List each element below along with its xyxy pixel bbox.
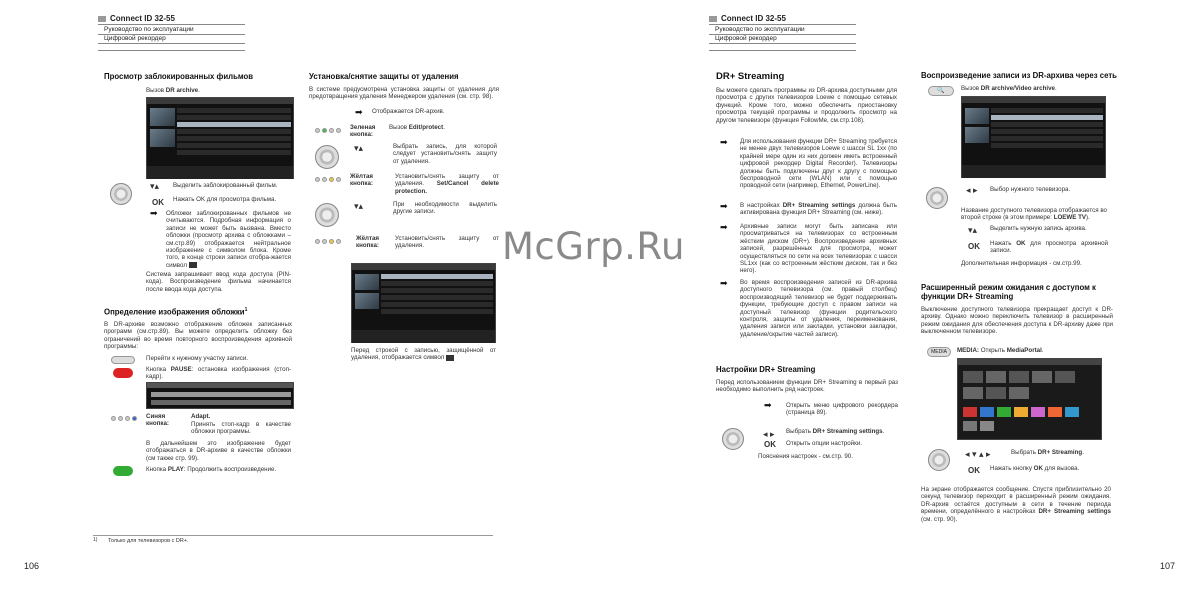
left-header-sub2: Цифровой рекордер <box>104 35 166 42</box>
left-s1-call: Вызов DR archive. <box>146 87 200 94</box>
left-s2-blue-key: Синяя кнопка: <box>146 413 169 428</box>
play-button-icon <box>113 466 133 476</box>
arrow-pointer-icon-7: ➡ <box>764 400 772 410</box>
left-s3-other: При необходимости выделить другие записи. <box>393 201 497 216</box>
right-s1-b2: В настройках DR+ Streaming settings должна быть активирована функция DR+ Streaming (см. ниже). <box>740 202 897 217</box>
right-s4-sel: Выбрать DR+ Streaming. <box>1011 449 1084 456</box>
protect-icon <box>446 355 454 361</box>
right-s2-sel: Выбрать DR+ Streaming settings. <box>786 428 885 435</box>
dpad-icon-2 <box>315 145 339 169</box>
media-button-icon: MEDIA <box>927 347 951 357</box>
lock-icon <box>189 262 197 268</box>
left-header-sub1: Руководство по эксплуатации <box>104 26 194 33</box>
left-page-number: 106 <box>24 561 40 571</box>
left-s1-system: Система запрашивает ввод кода доступа (PIN-кода). Воспроизведение фильма начинается после ввода кода доступа. <box>146 271 291 293</box>
left-s2-step1: Перейти к нужному участку записи. <box>146 355 249 362</box>
left-s3-title: Установка/снятие защиты от удаления <box>309 72 459 81</box>
mediaportal-screenshot <box>957 358 1102 440</box>
up-down-arrow-icon-4: ▾▴ <box>968 225 978 235</box>
footnote-mark: 1) <box>93 537 98 543</box>
dpad-icon-6 <box>928 449 950 471</box>
color-buttons-icon-3 <box>315 177 341 182</box>
protect-screenshot <box>351 263 496 343</box>
arrow-pointer-icon-5: ➡ <box>720 222 728 232</box>
right-s3-more: Дополнительная информация - см.стр.99. <box>961 260 1082 267</box>
color-buttons-icon <box>111 416 137 421</box>
dr-archive-screenshot <box>146 97 294 179</box>
right-s1-b3: Архивные записи могут быть записана или просматриваться на телевизорах со встроенным жёстким диском (DR+). Воспроизведение архивных записей, разрешённых для просмотра, может осуществляться по сети на всех телевизорах с шасси SL1xx (как со встроенным жёстким диском, так и без него). <box>740 223 897 275</box>
left-s3-select: Выбрать запись, для которой следует установить/снять защиту от удаления. <box>393 143 497 165</box>
dpad-icon <box>110 183 132 205</box>
right-s4-title: Расширенный режим ожидания с доступом к функции DR+ Streaming <box>921 283 1096 301</box>
skip-buttons-icon <box>111 356 135 364</box>
left-right-arrow-icon-2: ◂ ▸ <box>966 185 978 195</box>
ok-icon-2: OK <box>764 440 776 449</box>
four-way-arrow-icon: ◂ ▾ ▴ ▸ <box>965 449 991 459</box>
left-s3-caption: Перед строкой с записью, защищённой от удаления, отображается символ <box>351 347 496 362</box>
left-s3-green: Вызов Edit/protect. <box>389 124 445 131</box>
left-s3-yellow-key2: Жёлтая кнопка: <box>356 235 380 250</box>
left-s3-green-key: Зеленая кнопка: <box>350 124 376 139</box>
color-buttons-icon-2 <box>315 128 341 133</box>
arrow-pointer-icon-6: ➡ <box>720 278 728 288</box>
watermark: McGrp.Ru <box>502 225 685 268</box>
right-s3-choose: Выбор нужного телевизора. <box>990 186 1071 193</box>
right-s1-intro: Вы можете сделать программы из DR-архива доступными для просмотра с других телевизоров Loewe с помощью сетевых функций. Кроме того, можно обеспечить приостановку просмотра текущей программы и продолжить просмотр на другом телевизоре (функция FollowMe, см.стр.108). <box>716 87 897 124</box>
right-s3-title: Воспроизведение записи из DR-архива через сеть <box>921 71 1117 80</box>
arrow-pointer-icon-3: ➡ <box>720 137 728 147</box>
right-s4-media: MEDIA: Открыть MediaPortal. <box>957 347 1044 354</box>
right-s2-title: Настройки DR+ Streaming <box>716 365 816 374</box>
left-s3-intro: В системе предусмотрена установка защиты от удаления для предотвращения удаления Менеджером удаления (см. стр. 98). <box>309 86 499 101</box>
right-s2-open: Открыть меню цифрового рекордера (страница 89). <box>786 402 898 417</box>
right-s4-final: На экране отображается сообщение. Спустя приблизительно 20 секунд телевизор переходит в расширенный режим ожидания. DR-архив остаётся доступным в сети в течение периода времени, определённого в настройках DR+ Streaming settings (см. стр. 90). <box>921 486 1111 523</box>
dpad-icon-3 <box>315 203 339 227</box>
dpad-icon-4 <box>722 428 744 450</box>
left-s1-title: Просмотр заблокированных фильмов <box>104 72 254 81</box>
search-icon: 🔍 <box>928 86 954 96</box>
left-s2-adapt: Adapt. <box>191 413 211 420</box>
right-s4-ok: Нажать кнопку OK для вызова. <box>990 465 1080 472</box>
left-s3-shown: Отображается DR-архив. <box>372 108 445 115</box>
right-s1-b4: Во время воспроизведения записей из DR-архива доступного телевизора (см. правый столбец) воспроизводящий телевизор не будет поддерживать функции, требующие доступ с правом записи на доступный телевизор (функции родительского контроля, защиты от удаления, переименования, удаления записи или закладки, установки закладки, удаление/скрытие частей записи). <box>740 279 897 338</box>
left-s2-future: В дальнейшем это изображение будет отображаться в DR-архиве в качестве обложки (см также стр. 99). <box>146 440 291 462</box>
right-s4-intro: Выключение доступного телевизора прекращает доступ к DR-архиву. Однако можно переключить телевизор в расширенный режим ожидания для обеспечения доступа к DR-архиву даже при выключенном телевизоре. <box>921 306 1113 336</box>
left-s3-yellow-key1: Жёлтая кнопка: <box>350 173 374 188</box>
left-right-arrow-icon: ◂ ▸ <box>763 429 775 439</box>
left-s2-pause: Кнопка PAUSE: остановка изображения (стоп-кадр). <box>146 366 291 381</box>
right-s3-call: Вызов DR archive/Video archive. <box>961 85 1057 92</box>
left-s3-yellow2: Установить/снять защиту от удаления. <box>395 235 499 250</box>
right-s3-name: Название доступного телевизора отображается во второй строке (в этом примере: LOEWE TV). <box>961 207 1107 222</box>
right-s2-ok: Открыть опции настройки. <box>786 440 862 447</box>
pause-button-icon <box>113 368 133 378</box>
right-s1-b1: Для использования функции DR+ Streaming требуется не менее двух телевизоров Loewe с шасси SL 1xx (по крайней мере один из них должен иметь встроенный цифровой рекордер Digital Recorder). Телевизоры должны быть подключены друг к другу с помощью беспроводной сети (WLAN) или с помощью проводной сети (например, Ethernet, PowerLine). <box>740 138 897 190</box>
right-header-sub2: Цифровой рекордер <box>715 35 777 42</box>
left-s2-play: Кнопка PLAY: Продолжить воспроизведение. <box>146 466 277 473</box>
right-s3-sel-rec: Выделить нужную запись архива. <box>990 225 1087 232</box>
left-s1-note: Обложки заблокированных фильмов не считываются. Подробная информация о записи не может быть вызвана. Вместо обложки (просмотр архива с обложками – см.стр.89) отображается нейтральное изображение с символом блока. Кроме того, в конце строки записи отобра-жается символ <box>166 210 291 269</box>
network-archive-screenshot <box>961 96 1106 178</box>
footnote: Только для телевизоров с DR+. <box>108 538 189 544</box>
left-s2-intro: В DR-архиве возможно отображение обложек записанных программ (см.стр.89). Вы можете определить обложку без ограничений во время повторного воспроизведения архивной программы: <box>104 321 292 351</box>
right-s1-title: DR+ Streaming <box>716 71 785 82</box>
right-page-number: 107 <box>1160 561 1176 571</box>
arrow-pointer-icon-2: ➡ <box>355 107 363 117</box>
left-s2-adapt-desc: Принять стоп-кадр в качестве обложки программы. <box>191 421 291 436</box>
arrow-pointer-icon: ➡ <box>150 208 158 218</box>
color-buttons-icon-4 <box>315 239 341 244</box>
ok-icon: OK <box>152 198 164 207</box>
up-down-arrow-icon: ▾▴ <box>150 181 160 191</box>
ok-icon-4: OK <box>968 466 980 475</box>
right-s3-press: Нажать OK для просмотра архивной записи. <box>990 240 1108 255</box>
right-s2-intro: Перед использованием функции DR+ Streaming в первый раз необходимо выполнить ряд настроек. <box>716 379 898 394</box>
right-header-title: Connect ID 32-55 <box>709 14 786 23</box>
dpad-icon-5 <box>926 187 948 209</box>
left-s2-title: Определение изображения обложки$^1$ <box>104 307 248 317</box>
left-header-title: Connect ID 32-55 <box>98 14 175 23</box>
left-s1-press-ok: Нажать OK для просмотра фильма. <box>173 196 277 203</box>
up-down-arrow-icon-3: ▾▴ <box>354 201 364 211</box>
up-down-arrow-icon-2: ▾▴ <box>354 143 364 153</box>
arrow-pointer-icon-4: ➡ <box>720 201 728 211</box>
ok-icon-3: OK <box>968 242 980 251</box>
right-s2-expl: Пояснения настроек - см.стр. 90. <box>758 453 853 460</box>
pause-screenshot <box>146 382 294 409</box>
left-s3-yellow1: Установить/снять защиту от удаления. Set/Cancel delete protection. <box>395 173 499 195</box>
left-s1-sel-film: Выделить заблокированный фильм. <box>173 182 278 189</box>
right-header-sub1: Руководство по эксплуатации <box>715 26 805 33</box>
